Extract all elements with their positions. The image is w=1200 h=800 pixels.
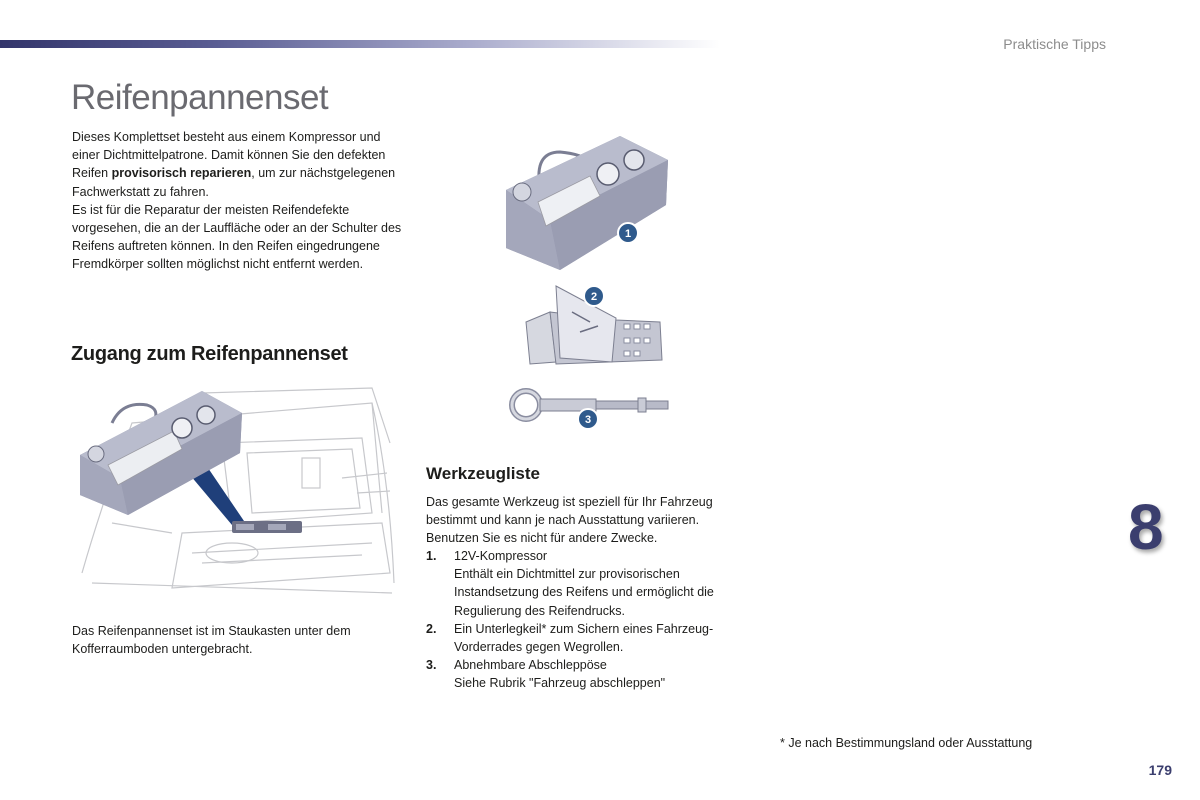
list-item: [426, 656, 746, 692]
section-title: Praktische Tipps: [1003, 36, 1106, 52]
intro-text-part2: , um zur nächstgelegenen Fachwerkstatt zu fahren.: [72, 166, 396, 199]
wheel-chock-figure: [520, 282, 670, 370]
chapter-number: 8: [1128, 491, 1164, 563]
page-number: 179: [1148, 762, 1172, 778]
trunk-illustration: [72, 383, 400, 603]
tools-heading: Werkzeugliste: [426, 464, 541, 483]
badge-3-label: 3: [584, 414, 592, 426]
compressor-kit-figure: [500, 130, 675, 275]
badge-3-icon: [578, 409, 598, 429]
page-title: Reifenpannenset: [71, 78, 329, 117]
header-color-bar: [0, 40, 720, 48]
list-item: [426, 547, 746, 620]
badge-1-icon: [618, 223, 638, 243]
intro-text-part1: Dieses Komplettset besteht aus einem Kompressor und einer Dichtmittelpatrone. Damit können Sie den defekten Reifen: [72, 130, 386, 181]
tool-number: 3.: [426, 658, 437, 673]
tool-title: Ein Unterlegkeil* zum Sichern eines Fahrzeug-Vorderrades gegen Wegrollen.: [454, 621, 714, 655]
towing-eye-figure: [506, 385, 671, 433]
access-heading: Zugang zum Reifenpannenset: [71, 343, 348, 365]
tool-title: 12V-Kompressor: [454, 549, 548, 563]
list-item: [426, 620, 746, 656]
tool-description: Enthält ein Dichtmittel zur provisorischen Instandsetzung des Reifens und ermöglicht die Regulierung des Reifendrucks.: [454, 567, 714, 618]
tool-description: Siehe Rubrik "Fahrzeug abschleppen": [454, 676, 666, 691]
intro-text: [72, 128, 402, 274]
tool-number: 1.: [426, 549, 437, 563]
intro-text-bold: provisorisch reparieren: [111, 166, 252, 181]
badge-2-icon: [584, 286, 604, 306]
tool-number: 2.: [426, 621, 437, 636]
access-caption: Das Reifenpannenset ist im Staukasten unter dem Kofferraumboden untergebracht.: [72, 624, 351, 657]
intro-text-paragraph2: Es ist für die Reparatur der meisten Reifendefekte vorgesehen, die an der Lauffläche oder an der Schulter des Reifens auftreten können. In den Reifen eingedrungene Fremdkörper sollten möglichst nicht entfernt werden.: [72, 202, 402, 272]
badge-1-label: 1: [624, 228, 632, 240]
tools-intro: Das gesamte Werkzeug ist speziell für Ihr Fahrzeug bestimmt und kann je nach Ausstattung variieren. Benutzen Sie es nicht für andere Zwecke.: [426, 495, 713, 546]
badge-2-label: 2: [590, 291, 598, 303]
tool-list: [426, 547, 746, 693]
tool-title: Abnehmbare Abschleppöse: [454, 658, 607, 673]
footnote: * Je nach Bestimmungsland oder Ausstattung: [780, 736, 1033, 750]
